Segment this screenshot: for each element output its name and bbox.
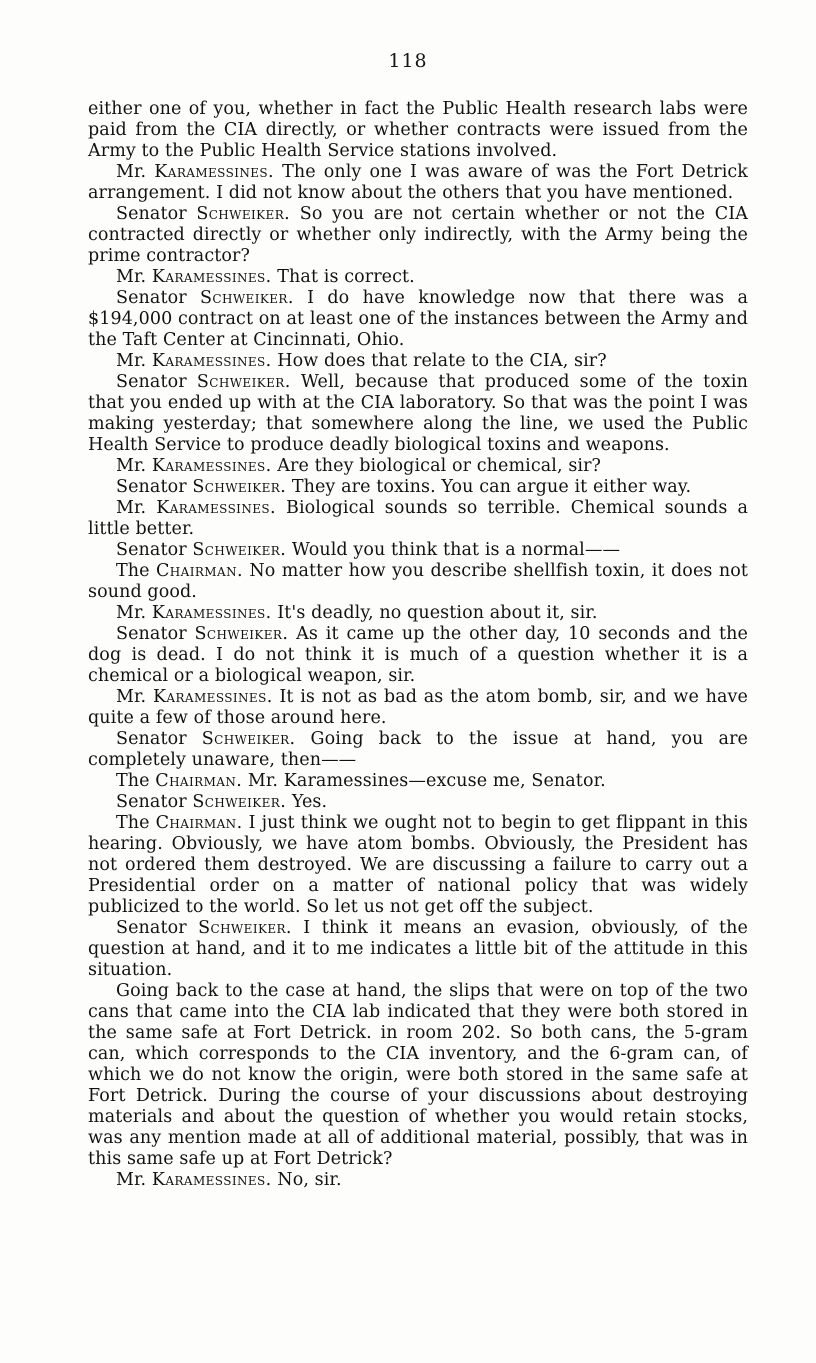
transcript-body (88, 99, 748, 1191)
speaker-prefix: Senator (116, 624, 187, 644)
speaker-prefix: Mr. (116, 267, 147, 287)
speaker-name: Schweiker. (196, 204, 291, 224)
speaker-name: Karamessines. (154, 162, 274, 182)
paragraph-text: It's deadly, no question about it, sir. (277, 603, 598, 623)
paragraph-text: It is not as bad as the atom bomb, sir, and we have quite a few of those around here. (88, 687, 748, 728)
speaker-prefix: Senator (116, 540, 187, 560)
transcript-paragraph (88, 771, 748, 792)
speaker-prefix: Mr. (116, 687, 147, 707)
speaker-prefix: Mr. (116, 162, 147, 182)
transcript-paragraph (88, 981, 748, 1170)
speaker-prefix: Mr. (116, 603, 147, 623)
transcript-paragraph (88, 687, 748, 729)
speaker-prefix: Mr. (116, 351, 147, 371)
paragraph-text: Going back to the case at hand, the slips that were on top of the two cans that came into the CIA lab indicated that they were both stored in the same safe at Fort Detrick. in room 202. So both cans, the 5-gram can, which corresponds to the CIA inventory, and the 6-gram can, of which we do not know the origin, were both stored in the same safe at Fort Detrick. During the course of your discussions about destroying materials and about the question of whether you would retain stocks, was any mention made at all of additional material, possibly, that was in this same safe up at Fort Detrick? (88, 981, 748, 1169)
transcript-paragraph (88, 540, 748, 561)
speaker-name: Schweiker. (192, 477, 287, 497)
speaker-name: Karamessines. (156, 498, 276, 518)
speaker-name: Schweiker. (199, 288, 294, 308)
transcript-paragraph (88, 288, 748, 351)
transcript-paragraph (88, 267, 748, 288)
transcript-paragraph (88, 351, 748, 372)
speaker-name: Chairman. (156, 561, 243, 581)
transcript-paragraph (88, 813, 748, 918)
paragraph-text: Well, because that produced some of the toxin that you ended up with at the CIA laboratory. So that was the point I was making yesterday; that somewhere along the line, we used the Public Health Service to produce deadly biological toxins and weapons. (88, 372, 748, 455)
speaker-name: Karamessines. (151, 351, 272, 371)
speaker-prefix: Senator (116, 204, 187, 224)
speaker-prefix: Mr. (116, 1170, 147, 1190)
speaker-name: Schweiker. (201, 729, 296, 749)
transcript-paragraph (88, 456, 748, 477)
transcript-paragraph (88, 498, 748, 540)
speaker-name: Karamessines. (151, 603, 272, 623)
paragraph-text: No, sir. (277, 1170, 342, 1190)
paragraph-text: They are toxins. You can argue it either way. (291, 477, 692, 497)
transcript-paragraph (88, 792, 748, 813)
speaker-prefix: Senator (116, 477, 187, 497)
paragraph-text: I just think we ought not to begin to get flippant in this hearing. Obviously, we have atom bombs. Obviously, the President has not ordered them destroyed. We are discussing a failure to carry out a Presidential order on a matter of national policy that was widely publicized to the world. So let us not get off the subject. (88, 813, 749, 917)
speaker-name: Schweiker. (198, 918, 292, 938)
speaker-prefix: Mr. (116, 456, 147, 476)
paragraph-text: Mr. Karamessines—excuse me, Senator. (247, 771, 606, 791)
speaker-name: Schweiker. (192, 540, 287, 560)
paragraph-text: either one of you, whether in fact the Public Health research labs were paid from the CIA directly, or whether contracts were issued from the Army to the Public Health Service stations involved. (88, 99, 748, 161)
speaker-prefix: The (116, 813, 150, 833)
transcript-paragraph (88, 477, 748, 498)
transcript-paragraph (88, 561, 748, 603)
speaker-name: Schweiker. (194, 624, 289, 644)
transcript-paragraph (88, 918, 748, 981)
speaker-name: Schweiker. (196, 372, 291, 392)
paragraph-text: Going back to the issue at hand, you are completely unaware, then—— (88, 729, 748, 770)
paragraph-text: I do have knowledge now that there was a $194,000 contract on at least one of the instances between the Army and the Taft Center at Cincinnati, Ohio. (88, 288, 749, 350)
speaker-prefix: Mr. (116, 498, 147, 518)
transcript-paragraph (88, 162, 748, 204)
speaker-prefix: Senator (116, 288, 187, 308)
speaker-prefix: The (116, 771, 150, 791)
transcript-paragraph (88, 372, 748, 456)
speaker-name: Karamessines. (152, 687, 273, 707)
speaker-prefix: The (116, 561, 150, 581)
speaker-name: Karamessines. (151, 1170, 272, 1190)
paragraph-text: So you are not certain whether or not the CIA contracted directly or whether only indirectly, with the Army being the prime contractor? (88, 204, 748, 266)
paragraph-text: Biological sounds so terrible. Chemical sounds a little better. (88, 498, 748, 539)
speaker-name: Karamessines. (151, 456, 272, 476)
paragraph-text: That is correct. (277, 267, 415, 287)
paragraph-text: As it came up the other day, 10 seconds and the dog is dead. I do not think it is much of a question whether it is a chemical or a biological weapon, sir. (88, 624, 748, 686)
speaker-prefix: Senator (116, 792, 187, 812)
transcript-paragraph (88, 99, 748, 162)
transcript-paragraph (88, 1170, 748, 1191)
transcript-paragraph (88, 603, 748, 624)
transcript-paragraph (88, 204, 748, 267)
page-number: 118 (388, 50, 428, 72)
paragraph-text: Yes. (291, 792, 328, 812)
transcript-paragraph (88, 624, 748, 687)
paragraph-text: No matter how you describe shellfish toxin, it does not sound good. (88, 561, 749, 602)
speaker-name: Schweiker. (192, 792, 287, 812)
paragraph-text: How does that relate to the CIA, sir? (277, 351, 607, 371)
speaker-prefix: Senator (116, 729, 187, 749)
paragraph-text: The only one I was aware of was the Fort Detrick arrangement. I did not know about the others that you have mentioned. (88, 162, 748, 203)
speaker-prefix: Senator (116, 918, 187, 938)
speaker-prefix: Senator (116, 372, 187, 392)
paragraph-text: Would you think that is a normal—— (291, 540, 621, 560)
paragraph-text: I think it means an evasion, obviously, of the question at hand, and it to me indicates a little bit of the attitude in this situation. (88, 918, 748, 980)
speaker-name: Chairman. (155, 813, 243, 833)
paragraph-text: Are they biological or chemical, sir? (277, 456, 602, 476)
transcript-paragraph (88, 729, 748, 771)
speaker-name: Chairman. (155, 771, 243, 791)
speaker-name: Karamessines. (151, 267, 272, 287)
